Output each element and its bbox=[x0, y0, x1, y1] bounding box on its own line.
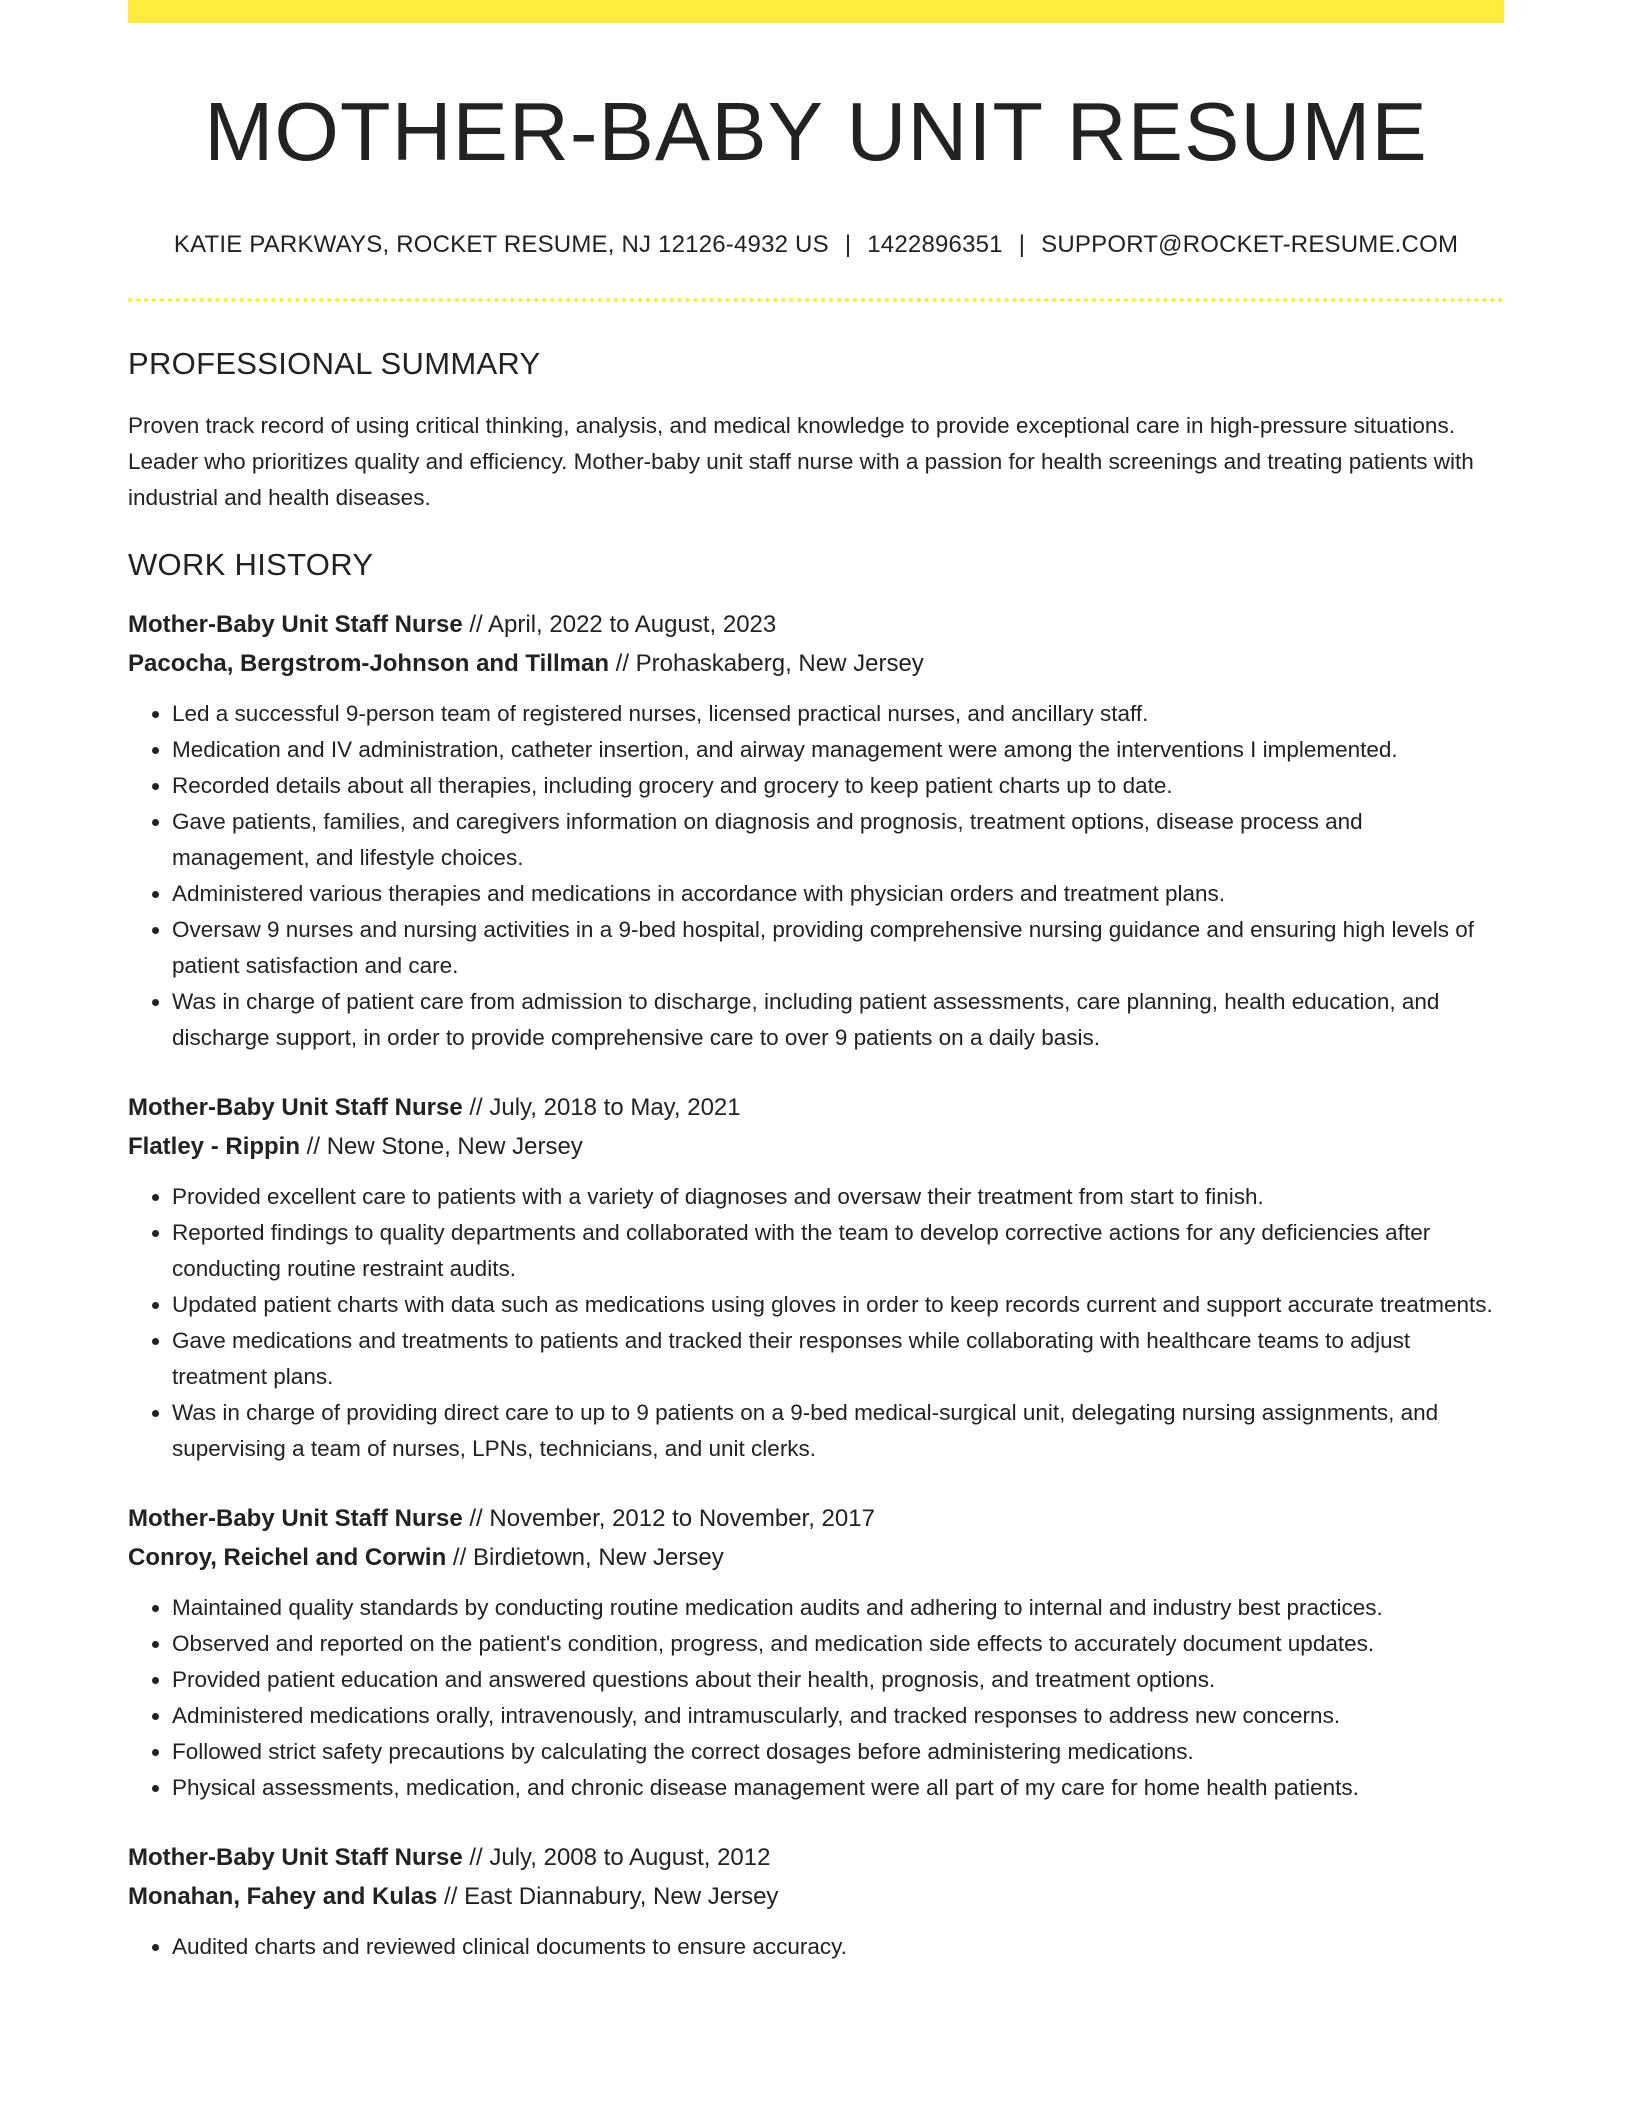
bullet-item: • Maintained quality standards by conducting routine medication audits and adhering to internal and industry best practices. bbox=[172, 1590, 1504, 1626]
job-entry bbox=[128, 1499, 1504, 1806]
bullet-item: • Provided excellent care to patients with a variety of diagnoses and oversaw their treatment from start to finish. bbox=[172, 1179, 1504, 1215]
job-location: // Birdietown, New Jersey bbox=[446, 1544, 724, 1572]
job-bullets bbox=[128, 1590, 1504, 1806]
job-company: Conroy, Reichel and Corwin bbox=[128, 1544, 447, 1572]
job-role-line bbox=[128, 1499, 1504, 1538]
bullet-item: • Gave medications and treatments to patients and tracked their responses while collaborating with healthcare teams to adjust treatment plans. bbox=[172, 1323, 1504, 1395]
contact-email: SUPPORT@ROCKET-RESUME.COM bbox=[1041, 231, 1459, 259]
job-dates: // April, 2022 to August, 2023 bbox=[462, 611, 777, 639]
bullet-item: • Recorded details about all therapies, including grocery and grocery to keep patient charts up to date. bbox=[172, 768, 1504, 804]
summary-text: Proven track record of using critical thinking, analysis, and medical knowledge to provide exceptional care in high-pressure situations. Leader who prioritizes quality and efficiency. Mother-baby unit staff nurse with a passion for health screenings and treating patients with industrial and health diseases. bbox=[128, 413, 1474, 511]
job-role-line bbox=[128, 605, 1504, 644]
bullet-item: • Administered medications orally, intravenously, and intramuscularly, and tracked responses to address new concerns. bbox=[172, 1698, 1504, 1734]
bullet-item: • Gave patients, families, and caregivers information on diagnosis and prognosis, treatment options, disease process and management, and lifestyle choices. bbox=[172, 804, 1504, 876]
bullet-item: • Medication and IV administration, catheter insertion, and airway management were among the interventions I implemented. bbox=[172, 732, 1504, 768]
job-role-line bbox=[128, 1088, 1504, 1127]
job-role: Mother-Baby Unit Staff Nurse bbox=[128, 1094, 463, 1122]
contact-line bbox=[128, 231, 1504, 259]
resume-page bbox=[128, 0, 1504, 1965]
dotted-divider bbox=[128, 298, 1504, 302]
job-company-line bbox=[128, 1127, 1504, 1166]
job-role-line bbox=[128, 1838, 1504, 1877]
job-location: // Prohaskaberg, New Jersey bbox=[608, 650, 924, 678]
job-role: Mother-Baby Unit Staff Nurse bbox=[128, 1505, 463, 1533]
job-bullets bbox=[128, 1929, 1504, 1965]
job-company-line bbox=[128, 644, 1504, 683]
job-bullets bbox=[128, 1179, 1504, 1467]
bullet-item: • Led a successful 9-person team of registered nurses, licensed practical nurses, and ancillary staff. bbox=[172, 696, 1504, 732]
bullet-item: • Provided patient education and answered questions about their health, prognosis, and treatment options. bbox=[172, 1662, 1504, 1698]
summary-heading: PROFESSIONAL SUMMARY bbox=[128, 346, 541, 382]
job-company-line bbox=[128, 1877, 1504, 1916]
contact-address: KATIE PARKWAYS, ROCKET RESUME, NJ 12126-4932 US bbox=[173, 231, 829, 259]
job-dates: // July, 2018 to May, 2021 bbox=[462, 1094, 741, 1122]
job-entry bbox=[128, 605, 1504, 1056]
work-history-heading: WORK HISTORY bbox=[128, 547, 374, 583]
contact-separator: | bbox=[1018, 231, 1026, 259]
bullet-item: • Physical assessments, medication, and chronic disease management were all part of my care for home health patients. bbox=[172, 1770, 1504, 1806]
page-title: MOTHER-BABY UNIT RESUME bbox=[204, 85, 1428, 178]
accent-bar bbox=[128, 0, 1504, 23]
bullet-item: • Audited charts and reviewed clinical documents to ensure accuracy. bbox=[172, 1929, 1504, 1965]
job-role: Mother-Baby Unit Staff Nurse bbox=[128, 1844, 463, 1872]
job-company: Monahan, Fahey and Kulas bbox=[128, 1883, 438, 1911]
contact-separator: | bbox=[844, 231, 852, 259]
job-entry bbox=[128, 1838, 1504, 1965]
job-dates: // July, 2008 to August, 2012 bbox=[462, 1844, 771, 1872]
contact-phone: 1422896351 bbox=[867, 231, 1003, 259]
job-company: Pacocha, Bergstrom-Johnson and Tillman bbox=[128, 650, 609, 678]
job-entry bbox=[128, 1088, 1504, 1467]
bullet-item: • Reported findings to quality departments and collaborated with the team to develop corrective actions for any deficiencies after conducting routine restraint audits. bbox=[172, 1215, 1504, 1287]
bullet-item: • Observed and reported on the patient's condition, progress, and medication side effects to accurately document updates. bbox=[172, 1626, 1504, 1662]
job-company-line bbox=[128, 1538, 1504, 1577]
job-bullets bbox=[128, 696, 1504, 1056]
bullet-item: • Followed strict safety precautions by calculating the correct dosages before administering medications. bbox=[172, 1734, 1504, 1770]
bullet-item: • Administered various therapies and medications in accordance with physician orders and treatment plans. bbox=[172, 876, 1504, 912]
bullet-item: • Oversaw 9 nurses and nursing activities in a 9-bed hospital, providing comprehensive nursing guidance and ensuring high levels of patient satisfaction and care. bbox=[172, 912, 1504, 984]
job-dates: // November, 2012 to November, 2017 bbox=[462, 1505, 875, 1533]
job-location: // New Stone, New Jersey bbox=[300, 1133, 583, 1161]
bullet-item: • Was in charge of patient care from admission to discharge, including patient assessments, care planning, health education, and discharge support, in order to provide comprehensive care to over 9 patients on a daily basis. bbox=[172, 984, 1504, 1056]
bullet-item: • Was in charge of providing direct care to up to 9 patients on a 9-bed medical-surgical unit, delegating nursing assignments, and supervising a team of nurses, LPNs, technicians, and unit clerks. bbox=[172, 1395, 1504, 1467]
job-role: Mother-Baby Unit Staff Nurse bbox=[128, 611, 463, 639]
job-company: Flatley - Rippin bbox=[128, 1133, 301, 1161]
job-location: // East Diannabury, New Jersey bbox=[437, 1883, 779, 1911]
bullet-item: • Updated patient charts with data such as medications using gloves in order to keep records current and support accurate treatments. bbox=[172, 1287, 1504, 1323]
